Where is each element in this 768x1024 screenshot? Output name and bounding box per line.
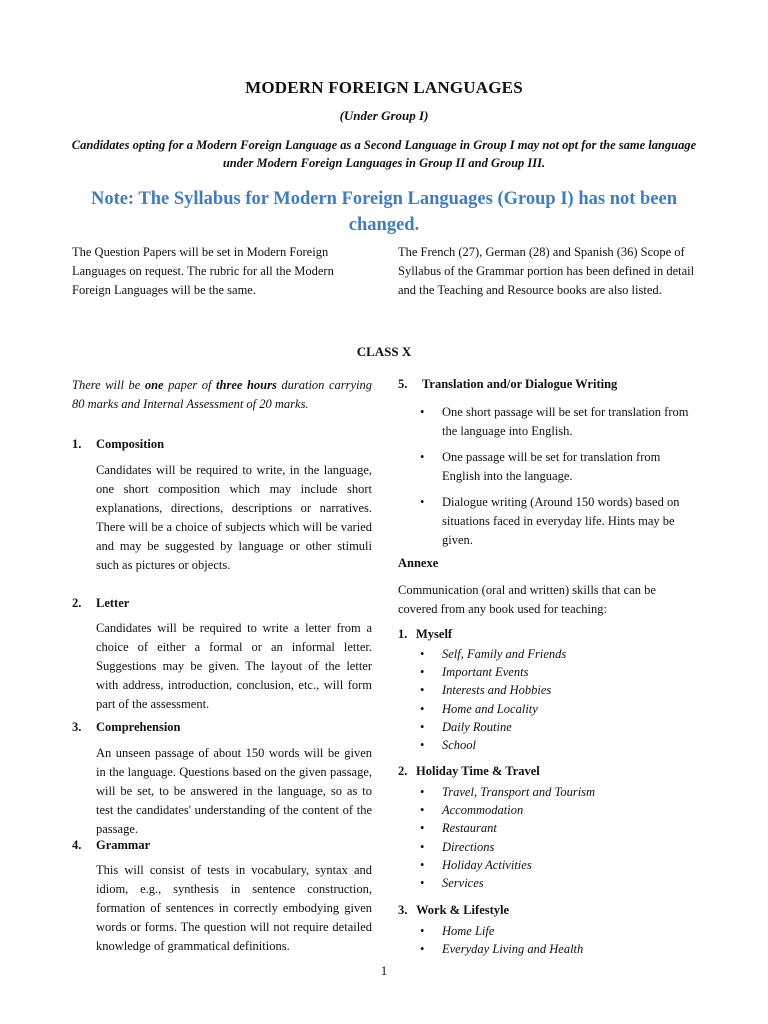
section-title: Translation and/or Dialogue Writing bbox=[422, 377, 618, 391]
list-item: • Home Life bbox=[412, 922, 698, 940]
paper-text-post: duration carrying 80 marks and Internal Assessment of 20 marks. bbox=[72, 378, 372, 411]
annexe-text: Communication (oral and written) skills that can be covered from any book used for teaching: bbox=[398, 583, 656, 616]
intro-right-paragraph: The French (27), German (28) and Spanish (36) Scope of Syllabus of the Grammar portion has been defined in detail and the Teaching and Resource books are also listed. bbox=[398, 245, 695, 297]
list-item: • Daily Routine bbox=[412, 718, 698, 736]
intro-left-paragraph: The Question Papers will be set in Modern Foreign Languages on request. The rubric for all the Modern Foreign Languages will be the same. bbox=[72, 245, 334, 297]
paper-text-pre: There will be bbox=[72, 378, 145, 392]
list-item: • Everyday Living and Health bbox=[412, 940, 698, 958]
section-number: 3. bbox=[72, 720, 82, 734]
page-title: MODERN FOREIGN LANGUAGES bbox=[245, 78, 523, 97]
section-title: Comprehension bbox=[96, 720, 181, 734]
section-number: 2. bbox=[72, 596, 82, 610]
topic-list-holiday bbox=[412, 783, 698, 892]
section-text-letter: Candidates will be required to write a letter from a choice of either a formal or an informal letter. Suggestions may be given. The layout of the letter with address, introduction, conclusion, etc., will form part of the assessment. bbox=[96, 621, 372, 711]
section-number: 5. bbox=[398, 377, 408, 391]
section-title: Composition bbox=[96, 437, 165, 451]
page-number: 1 bbox=[380, 964, 388, 978]
page-subtitle: (Under Group I) bbox=[339, 108, 429, 123]
paper-duration: three hours bbox=[216, 378, 277, 392]
section-heading-composition bbox=[72, 437, 164, 452]
list-item: • Services bbox=[412, 874, 698, 892]
topic-title: Myself bbox=[416, 627, 453, 641]
section-heading-translation bbox=[398, 377, 617, 392]
group-notice: Candidates opting for a Modern Foreign Language as a Second Language in Group I may not opt for the same language under Modern Foreign Languages in Group II and Group III. bbox=[71, 138, 697, 170]
topic-list-myself bbox=[412, 645, 698, 754]
paper-count: one bbox=[144, 378, 164, 392]
annexe-heading: Annexe bbox=[398, 556, 439, 570]
section-heading-comprehension bbox=[72, 720, 181, 735]
list-item: • Dialogue writing (Around 150 words) based on situations faced in everyday life. Hints may be given. bbox=[414, 493, 698, 550]
section-title: Grammar bbox=[96, 838, 151, 852]
topic-number: 1. bbox=[398, 627, 408, 641]
list-item: • One short passage will be set for translation from the language into English. bbox=[414, 403, 698, 441]
section-number: 1. bbox=[72, 437, 82, 451]
section-text-comprehension: An unseen passage of about 150 words will be given in the language. Questions based on the given passage, will be set, to be answered in the language, so as to test the candidates' understanding of the content of the passage. bbox=[96, 746, 372, 836]
topic-title: Holiday Time & Travel bbox=[416, 764, 540, 778]
section-title: Letter bbox=[96, 596, 130, 610]
list-item: • Directions bbox=[412, 838, 698, 856]
topic-title: Work & Lifestyle bbox=[416, 903, 510, 917]
section-text-grammar: This will consist of tests in vocabulary, syntax and idiom, e.g., synthesis in sentence construction, formation of sentences in correctly embodying given words or forms. The question will not require detailed knowledge of grammatical definitions. bbox=[96, 863, 372, 953]
list-item: • Home and Locality bbox=[412, 700, 698, 718]
topic-number: 3. bbox=[398, 903, 408, 917]
list-item: • School bbox=[412, 736, 698, 754]
list-item: • Interests and Hobbies bbox=[412, 681, 698, 699]
translation-bullet-list bbox=[414, 403, 698, 557]
topic-number: 2. bbox=[398, 764, 408, 778]
syllabus-note: Note: The Syllabus for Modern Foreign Languages (Group I) has not been changed. bbox=[90, 189, 678, 235]
list-item: • Accommodation bbox=[412, 801, 698, 819]
list-item: • One passage will be set for translation from English into the language. bbox=[414, 448, 698, 486]
topic-heading-holiday bbox=[398, 764, 540, 779]
list-item: • Restaurant bbox=[412, 819, 698, 837]
list-item: • Important Events bbox=[412, 663, 698, 681]
list-item: • Holiday Activities bbox=[412, 856, 698, 874]
list-item: • Self, Family and Friends bbox=[412, 645, 698, 663]
section-heading-grammar bbox=[72, 838, 150, 853]
topic-list-work bbox=[412, 922, 698, 958]
section-heading-letter bbox=[72, 596, 129, 611]
topic-heading-myself bbox=[398, 627, 452, 642]
class-heading: CLASS X bbox=[356, 344, 412, 359]
topic-heading-work bbox=[398, 903, 509, 918]
section-number: 4. bbox=[72, 838, 82, 852]
paper-description bbox=[72, 376, 372, 414]
list-item: • Travel, Transport and Tourism bbox=[412, 783, 698, 801]
section-text-composition: Candidates will be required to write, in the language, one short composition which may include short explanations, directions, descriptions or narratives. There will be a choice of subjects which will be varied and may be suggested by language or other stimuli such as pictures or objects. bbox=[96, 463, 372, 572]
paper-text-mid: paper of bbox=[163, 378, 217, 392]
